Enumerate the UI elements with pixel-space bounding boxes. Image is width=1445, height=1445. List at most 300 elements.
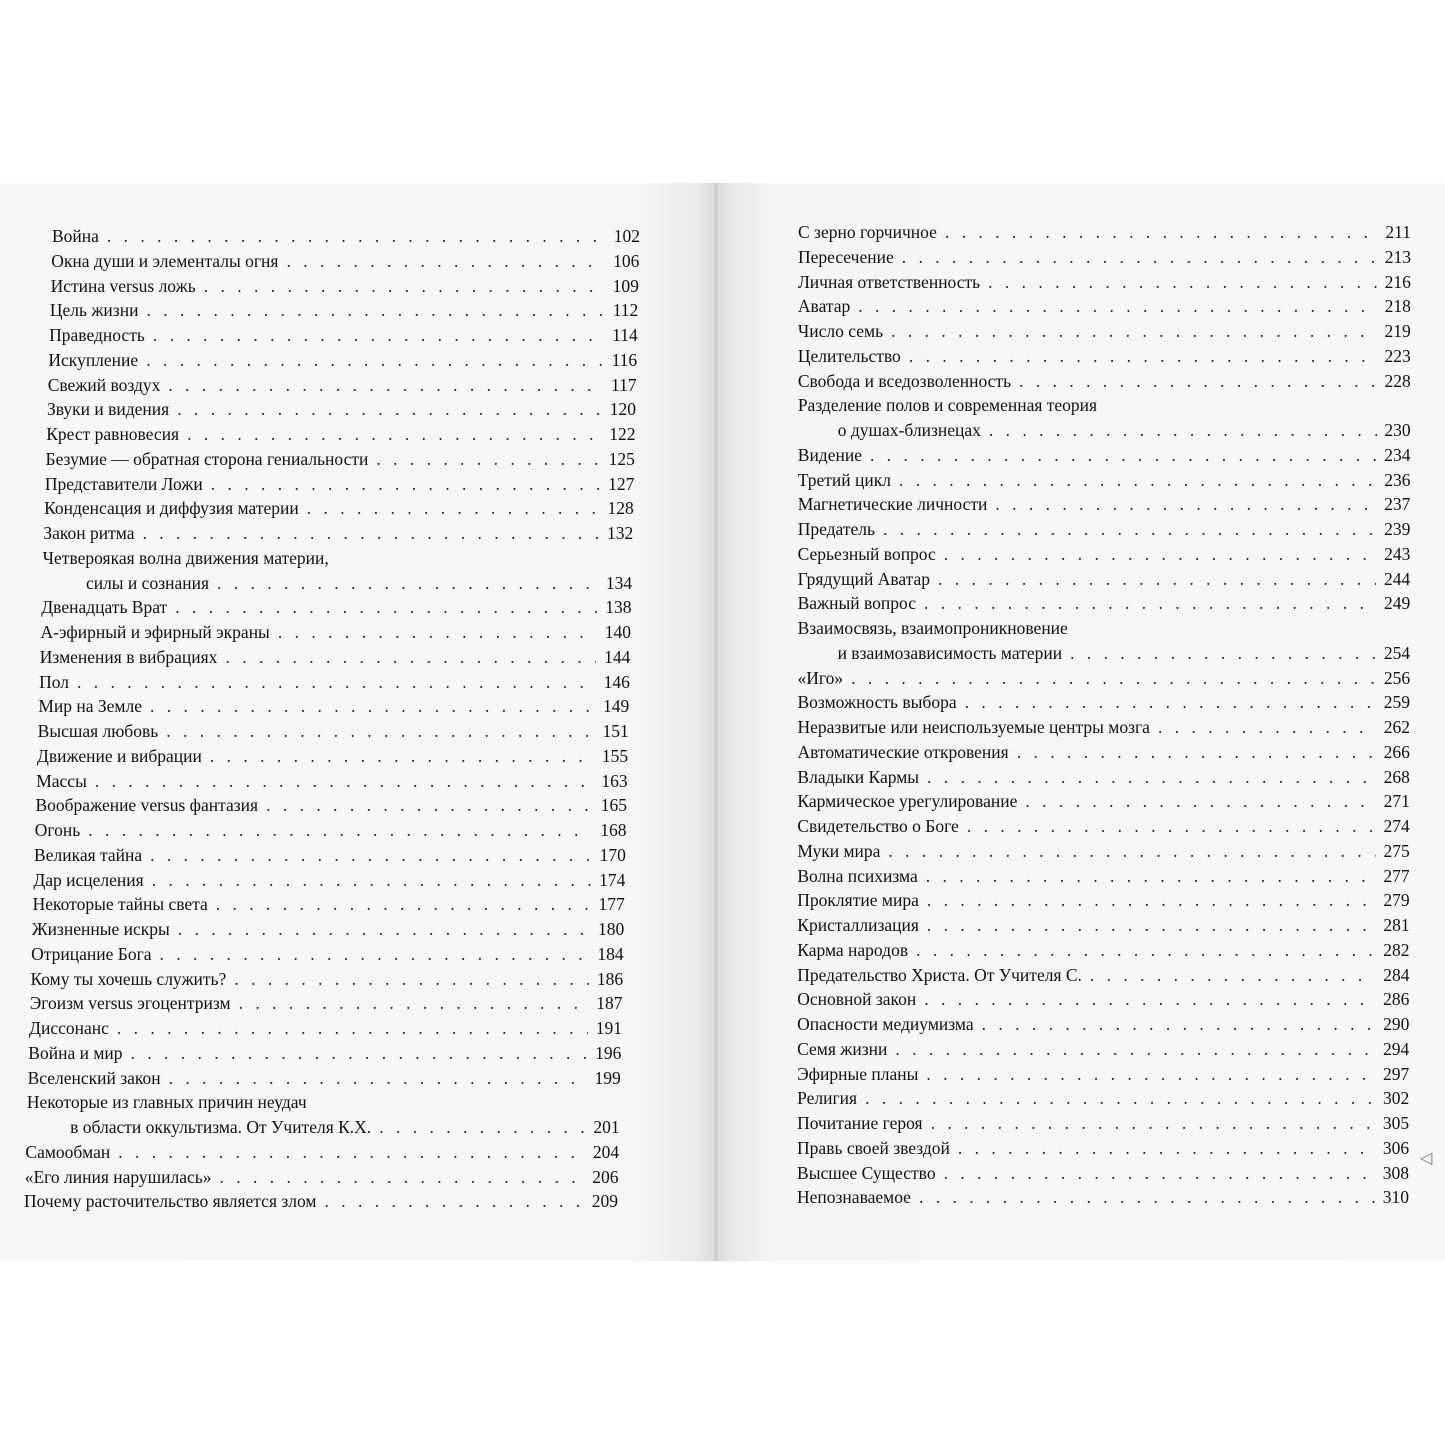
toc-entry-title: Самообман [25, 1141, 111, 1162]
toc-entry-title: Представители Ложи [44, 473, 203, 494]
toc-entry-continuation: силы и сознания [85, 572, 210, 593]
toc-entry [51, 274, 639, 299]
toc-entry-title: Воображение versus фантазия [35, 795, 259, 816]
toc-entry [31, 942, 623, 967]
dot-leader [1017, 740, 1376, 765]
toc-entry [797, 938, 1409, 963]
toc-page-number: 155 [601, 745, 629, 766]
toc-page-number: 174 [599, 869, 626, 890]
toc-entry [40, 645, 631, 670]
toc-entry [30, 967, 623, 992]
toc-entry-title: А-эфирный и эфирный экраны [40, 622, 270, 642]
toc-entry-title: Предательство Христа. От Учителя С. [797, 964, 1082, 985]
toc-page-number: 275 [1383, 840, 1410, 861]
toc-entry [838, 418, 1411, 443]
dot-leader [143, 521, 600, 546]
toc-page-number: 282 [1383, 939, 1410, 960]
left-page [0, 183, 716, 1261]
toc-entry [797, 1012, 1409, 1037]
toc-page-number: 239 [1384, 519, 1411, 539]
toc-entry [797, 1161, 1409, 1186]
toc-entry [39, 670, 630, 695]
dot-leader [210, 744, 594, 769]
toc-entry [797, 765, 1409, 790]
toc-entry [797, 913, 1409, 938]
toc-page-number: 163 [601, 770, 628, 791]
dot-leader [927, 913, 1376, 938]
dot-leader [307, 496, 600, 521]
toc-entry-title: Свобода и вседозволенность [797, 370, 1012, 391]
dot-leader [376, 447, 601, 472]
dot-leader [150, 694, 595, 719]
toc-entry [70, 1115, 620, 1140]
toc-entry [798, 443, 1411, 468]
toc-page-number: 219 [1384, 321, 1411, 341]
dot-leader [965, 690, 1376, 715]
toc-page-number: 146 [603, 671, 630, 692]
toc-entry-title: Видение [797, 444, 862, 465]
toc-entry-title: Огонь [34, 820, 81, 840]
toc-page-number: 149 [603, 696, 630, 717]
dot-leader [931, 1111, 1376, 1136]
dot-leader [225, 645, 596, 670]
dot-leader [95, 769, 594, 794]
toc-entry-continuation: в области оккультизма. От Учителя К.Х. [70, 1117, 372, 1137]
toc-entry [797, 963, 1409, 988]
dot-leader [1158, 715, 1376, 740]
toc-entry-title: Изменения в вибрациях [39, 646, 218, 667]
toc-page-number: 102 [613, 226, 640, 246]
toc-page-number: 259 [1383, 692, 1410, 713]
toc-page-number: 237 [1384, 494, 1411, 515]
dot-leader [107, 224, 606, 249]
toc-page-number: 128 [607, 498, 634, 519]
toc-page-number: 165 [600, 795, 628, 816]
dot-leader [266, 793, 593, 818]
toc-entry-title: Целительство [797, 345, 901, 366]
dot-leader [924, 591, 1376, 616]
dot-leader [234, 967, 589, 992]
toc-page-number: 302 [1382, 1088, 1410, 1109]
toc-page-number: 168 [600, 820, 627, 840]
dot-leader [117, 1016, 588, 1041]
dot-leader [168, 373, 602, 398]
toc-page-number: 271 [1383, 791, 1410, 812]
toc-entry-title: Отрицание Бога [31, 943, 152, 964]
toc-entry-title: Разделение полов и современная теория [797, 395, 1098, 416]
toc-entry [25, 1140, 619, 1165]
toc-page-number: 211 [1385, 222, 1411, 242]
dot-leader [175, 595, 597, 620]
toc-entry [797, 1185, 1409, 1210]
dot-leader [995, 492, 1376, 517]
toc-entry-title: Четвероякая волна движения материи, [42, 547, 329, 568]
dot-leader [146, 348, 603, 373]
dot-leader [938, 567, 1376, 592]
dot-leader [924, 987, 1375, 1012]
toc-entry [46, 422, 635, 447]
toc-entry [49, 323, 638, 348]
toc-page-number: 209 [591, 1191, 618, 1212]
toc-page-number: 305 [1382, 1113, 1410, 1133]
toc-entry [797, 864, 1409, 889]
toc-page-number: 244 [1384, 568, 1411, 589]
toc-entry [28, 1066, 621, 1091]
dot-leader [239, 991, 589, 1016]
toc-page-number: 206 [592, 1166, 619, 1187]
toc-page-number: 116 [611, 349, 638, 370]
dot-leader [217, 571, 598, 596]
dot-leader [177, 397, 602, 422]
toc-entry-title: Эфирные планы [797, 1063, 919, 1084]
dot-leader [982, 1012, 1376, 1037]
toc-entry [798, 542, 1411, 567]
toc-entry-title: Аватар [797, 296, 851, 317]
dot-leader [169, 1066, 587, 1091]
toc-page-number: 117 [611, 374, 637, 395]
toc-page-number: 127 [608, 473, 635, 494]
toc-entry-title: Семя жизни [797, 1038, 888, 1059]
dot-leader [220, 1165, 585, 1190]
toc-entry-title: Цель жизни [49, 300, 139, 321]
toc-entry [33, 892, 625, 917]
book-spread [0, 183, 1445, 1261]
book-gutter [712, 183, 720, 1261]
toc-entry-title: Кому ты хочешь служить? [30, 968, 227, 989]
toc-entry [798, 591, 1411, 616]
toc-entry-title: Мир на Земле [38, 696, 143, 717]
toc-entry [797, 740, 1409, 765]
dot-leader [988, 270, 1377, 295]
toc-page-number: 134 [605, 572, 633, 593]
toc-entry-title: Война и мир [28, 1042, 123, 1063]
toc-entry [798, 690, 1411, 715]
toc-page-number: 286 [1383, 989, 1410, 1010]
toc-entry-title: Пересечение [797, 246, 894, 267]
toc-entry [798, 468, 1411, 493]
toc-page-number: 140 [604, 622, 631, 642]
toc-page-number: 180 [597, 919, 625, 939]
dot-leader [1090, 963, 1376, 988]
dot-leader [286, 249, 605, 274]
toc-entry [797, 1136, 1409, 1161]
dot-leader [178, 917, 590, 942]
toc-page-number: 213 [1384, 246, 1411, 267]
toc-page-number: 234 [1384, 444, 1411, 465]
toc-entry [797, 888, 1409, 913]
dot-leader [150, 843, 592, 868]
toc-entry [798, 245, 1411, 270]
dot-leader [967, 814, 1376, 839]
dot-leader [216, 892, 591, 917]
toc-entry [798, 666, 1411, 691]
toc-entry [35, 818, 627, 843]
toc-entry-title: Магнетические личности [797, 494, 988, 515]
toc-page-number: 268 [1383, 766, 1410, 787]
toc-page-number: 277 [1383, 865, 1410, 886]
toc-entry-title: Автоматические откровения [797, 741, 1009, 762]
toc-page-number: 204 [592, 1141, 620, 1162]
dot-leader [944, 1161, 1375, 1186]
toc-entry-title: Волна психизма [797, 865, 918, 886]
toc-page-number: 279 [1383, 890, 1410, 911]
toc-entry [51, 249, 639, 274]
dot-leader [902, 245, 1377, 270]
toc-entry [46, 447, 635, 472]
toc-entry [797, 715, 1409, 740]
dot-leader [916, 938, 1375, 963]
toc-entry-title: Вселенский закон [27, 1067, 161, 1088]
toc-page-number: 125 [608, 448, 635, 469]
toc-entry [28, 1041, 621, 1066]
dot-leader [325, 1189, 584, 1214]
toc-page-number: 256 [1383, 667, 1411, 688]
toc-entry-title: Серьезный вопрос [797, 543, 936, 564]
toc-entry [43, 521, 633, 546]
toc-entry [798, 344, 1411, 369]
dot-leader [895, 1037, 1375, 1062]
toc-page-number: 236 [1384, 469, 1411, 490]
toc-entry-title: Война [52, 226, 99, 246]
toc-entry [798, 492, 1411, 517]
toc-page-number: 218 [1384, 296, 1411, 317]
toc-entry [52, 224, 640, 249]
toc-entry-title: Основной закон [797, 989, 917, 1010]
dot-leader [926, 864, 1376, 889]
toc-page-number: 262 [1383, 717, 1410, 737]
toc-entry-title: Движение и вибрации [36, 745, 202, 766]
toc-entry [798, 294, 1411, 319]
toc-entry [797, 789, 1409, 814]
toc-entry [50, 298, 638, 323]
toc-entry-title: Опасности медиумизма [797, 1014, 974, 1034]
dot-leader [909, 344, 1377, 369]
toc-entry [797, 839, 1409, 864]
dot-leader [891, 319, 1377, 344]
dot-leader [77, 670, 596, 695]
toc-entry [24, 1189, 618, 1214]
toc-entry-title: Диссонанс [29, 1018, 109, 1038]
dot-leader [945, 220, 1377, 245]
toc-entry-title: Дар исцеления [33, 869, 144, 890]
toc-page-number: 132 [606, 523, 634, 543]
toc-entry-title: Третий цикл [797, 469, 891, 490]
toc-entry [798, 220, 1411, 245]
toc-entry [797, 1037, 1409, 1062]
toc-entry-title: Эгоизм versus эгоцентризм [29, 993, 231, 1014]
toc-page-number: 191 [595, 1018, 622, 1038]
toc-entry-title: Свежий воздух [47, 374, 161, 395]
dot-leader [1070, 641, 1376, 666]
toc-entry-title: Проклятие мира [797, 890, 919, 911]
toc-page-number: 170 [599, 844, 626, 865]
toc-entry-title: Важный вопрос [797, 593, 916, 614]
toc-entry-title: Число семь [797, 321, 884, 341]
toc-entry [37, 744, 628, 769]
toc-page-number: 177 [598, 894, 625, 915]
toc-entry-title: Кармическое урегулирование [797, 791, 1018, 812]
toc-entry-title: Окна души и элементалы огня [51, 250, 279, 271]
dot-leader [166, 719, 594, 744]
toc-page-number: 201 [593, 1117, 620, 1137]
toc-entry [797, 814, 1409, 839]
toc-entry [86, 571, 632, 596]
toc-entry [41, 620, 631, 645]
dot-leader [187, 422, 601, 447]
toc-entry-continuation: о душах-близнецах [837, 420, 981, 440]
toc-entry-title: Грядущий Аватар [797, 568, 931, 589]
toc-entry [25, 1165, 619, 1190]
toc-page-number: 306 [1382, 1137, 1410, 1158]
dot-leader [883, 517, 1376, 542]
dot-leader [919, 1185, 1375, 1210]
toc-entry [38, 694, 629, 719]
dot-leader [865, 1086, 1375, 1111]
toc-entry-title: Почему расточительство является злом [24, 1191, 317, 1212]
toc-page-number: 297 [1383, 1063, 1410, 1084]
toc-entry-title: Пол [39, 671, 69, 692]
toc-entry-title: Высшая любовь [37, 721, 159, 741]
toc-entry [45, 472, 635, 497]
toc-entry [48, 348, 637, 373]
dot-leader [152, 868, 592, 893]
toc-entry-title: Религия [797, 1088, 858, 1109]
dot-leader [204, 274, 605, 299]
toc-page-number: 281 [1383, 915, 1410, 935]
dot-leader [1025, 789, 1375, 814]
toc-entry-title: Жизненные искры [31, 919, 170, 939]
dot-leader [146, 298, 604, 323]
dot-leader [927, 888, 1376, 913]
dot-leader [118, 1140, 585, 1165]
right-page [716, 183, 1445, 1261]
toc-page-number: 284 [1383, 964, 1410, 985]
toc-entry [838, 641, 1411, 666]
toc-entry-title: Высшее Существо [797, 1162, 936, 1183]
dot-leader [153, 323, 604, 348]
dot-leader [944, 542, 1377, 567]
dot-leader [160, 942, 590, 967]
toc-page-number: 184 [597, 943, 624, 964]
toc-page-number: 122 [609, 424, 636, 444]
toc-page-number: 120 [609, 399, 637, 420]
toc-page-number: 138 [605, 597, 632, 618]
dot-leader [958, 1136, 1375, 1161]
dot-leader [211, 472, 601, 497]
dot-leader [927, 765, 1376, 790]
toc-entry [38, 719, 629, 744]
toc-entry [29, 1016, 622, 1041]
toc-entry [30, 991, 623, 1016]
toc-entry-title: С зерно горчичное [798, 222, 937, 242]
toc-entry-title: Искупление [48, 349, 139, 370]
toc-entry [798, 319, 1411, 344]
toc-entry [798, 567, 1411, 592]
toc-entry-title: Личная ответственность [797, 271, 981, 292]
toc-entry-title: «Его линия нарушилась» [24, 1166, 212, 1187]
toc-entry [797, 1086, 1409, 1111]
toc-entry-title: «Иго» [797, 667, 844, 688]
toc-entry-title: Звуки и видения [46, 399, 170, 420]
toc-entry-title: Безумие — обратная сторона гениальности [45, 448, 369, 469]
toc-page-number: 144 [604, 646, 631, 667]
toc-entry-title: Кристаллизация [797, 915, 919, 935]
toc-entry [47, 397, 636, 422]
toc-page-number: 249 [1383, 593, 1411, 614]
toc-entry-title: Почитание героя [797, 1113, 923, 1133]
toc-entry-title: Муки мира [797, 840, 881, 861]
toc-entry-continuation: и взаимозависимость материи [837, 642, 1063, 663]
toc-entry-title: Закон ритма [43, 523, 135, 543]
toc-entry [32, 917, 624, 942]
toc-entry-title: Взаимосвязь, взаимопроникновение [797, 618, 1068, 638]
toc-entry [44, 496, 634, 521]
dot-leader [858, 294, 1377, 319]
toc-page-number: 223 [1384, 345, 1411, 366]
dot-leader [870, 443, 1377, 468]
toc-entry [33, 868, 625, 893]
toc-entry [36, 769, 627, 794]
toc-page-number: 290 [1383, 1014, 1410, 1034]
toc-page-number: 106 [613, 250, 640, 271]
toc-page-number: 216 [1384, 271, 1411, 292]
toc-entry [797, 1111, 1409, 1136]
toc-entry-title: Некоторые из главных причин неудач [26, 1092, 307, 1113]
toc-entry [798, 369, 1411, 394]
toc-entry-title: Конденсация и диффузия материи [44, 498, 299, 519]
toc-page-number: 266 [1383, 741, 1410, 762]
toc-page-number: 186 [596, 968, 624, 989]
toc-entry-title: Владыки Кармы [797, 766, 920, 787]
toc-entry-title: Свидетельство о Боге [797, 816, 959, 836]
toc-entry-title: Истина versus ложь [50, 275, 196, 296]
toc-entry [35, 793, 627, 818]
toc-entry [798, 270, 1411, 295]
toc-page-number: 187 [596, 993, 623, 1014]
toc-entry-title: Великая тайна [34, 844, 143, 865]
toc-page-number: 114 [612, 325, 638, 345]
toc-entry [41, 595, 631, 620]
toc-entry-title: Предатель [797, 519, 875, 539]
toc-entry-title: Неразвитые или неиспользуемые центры мозга [797, 717, 1150, 737]
toc-entry [34, 843, 626, 868]
toc-entry-title: Праведность [49, 325, 145, 345]
toc-page-number: 112 [612, 300, 639, 321]
dot-leader [899, 468, 1376, 493]
dot-leader [1019, 369, 1377, 394]
toc-page-number: 310 [1382, 1187, 1409, 1208]
toc-page-number: 196 [595, 1042, 622, 1063]
toc-page-number: 199 [594, 1067, 621, 1088]
toc-page-number: 274 [1383, 816, 1410, 836]
toc-page-number: 109 [612, 275, 639, 296]
margin-mark: ◁ [1420, 1148, 1433, 1167]
toc-page-number: 254 [1383, 642, 1411, 663]
toc-entry-title: Непознаваемое [797, 1187, 911, 1208]
toc-entry-title: Карма народов [797, 939, 909, 960]
dot-leader [379, 1115, 585, 1140]
toc-page-number: 151 [602, 721, 629, 741]
dot-leader [989, 418, 1377, 443]
dot-leader [278, 620, 597, 645]
toc-entry-title: Некоторые тайны света [32, 894, 208, 915]
dot-leader [926, 1062, 1375, 1087]
toc-entry-title: Правь своей звездой [797, 1137, 950, 1158]
toc-entry [48, 373, 637, 398]
toc-page-number: 308 [1382, 1162, 1410, 1183]
toc-entry [798, 517, 1411, 542]
toc-entry [797, 1062, 1409, 1087]
